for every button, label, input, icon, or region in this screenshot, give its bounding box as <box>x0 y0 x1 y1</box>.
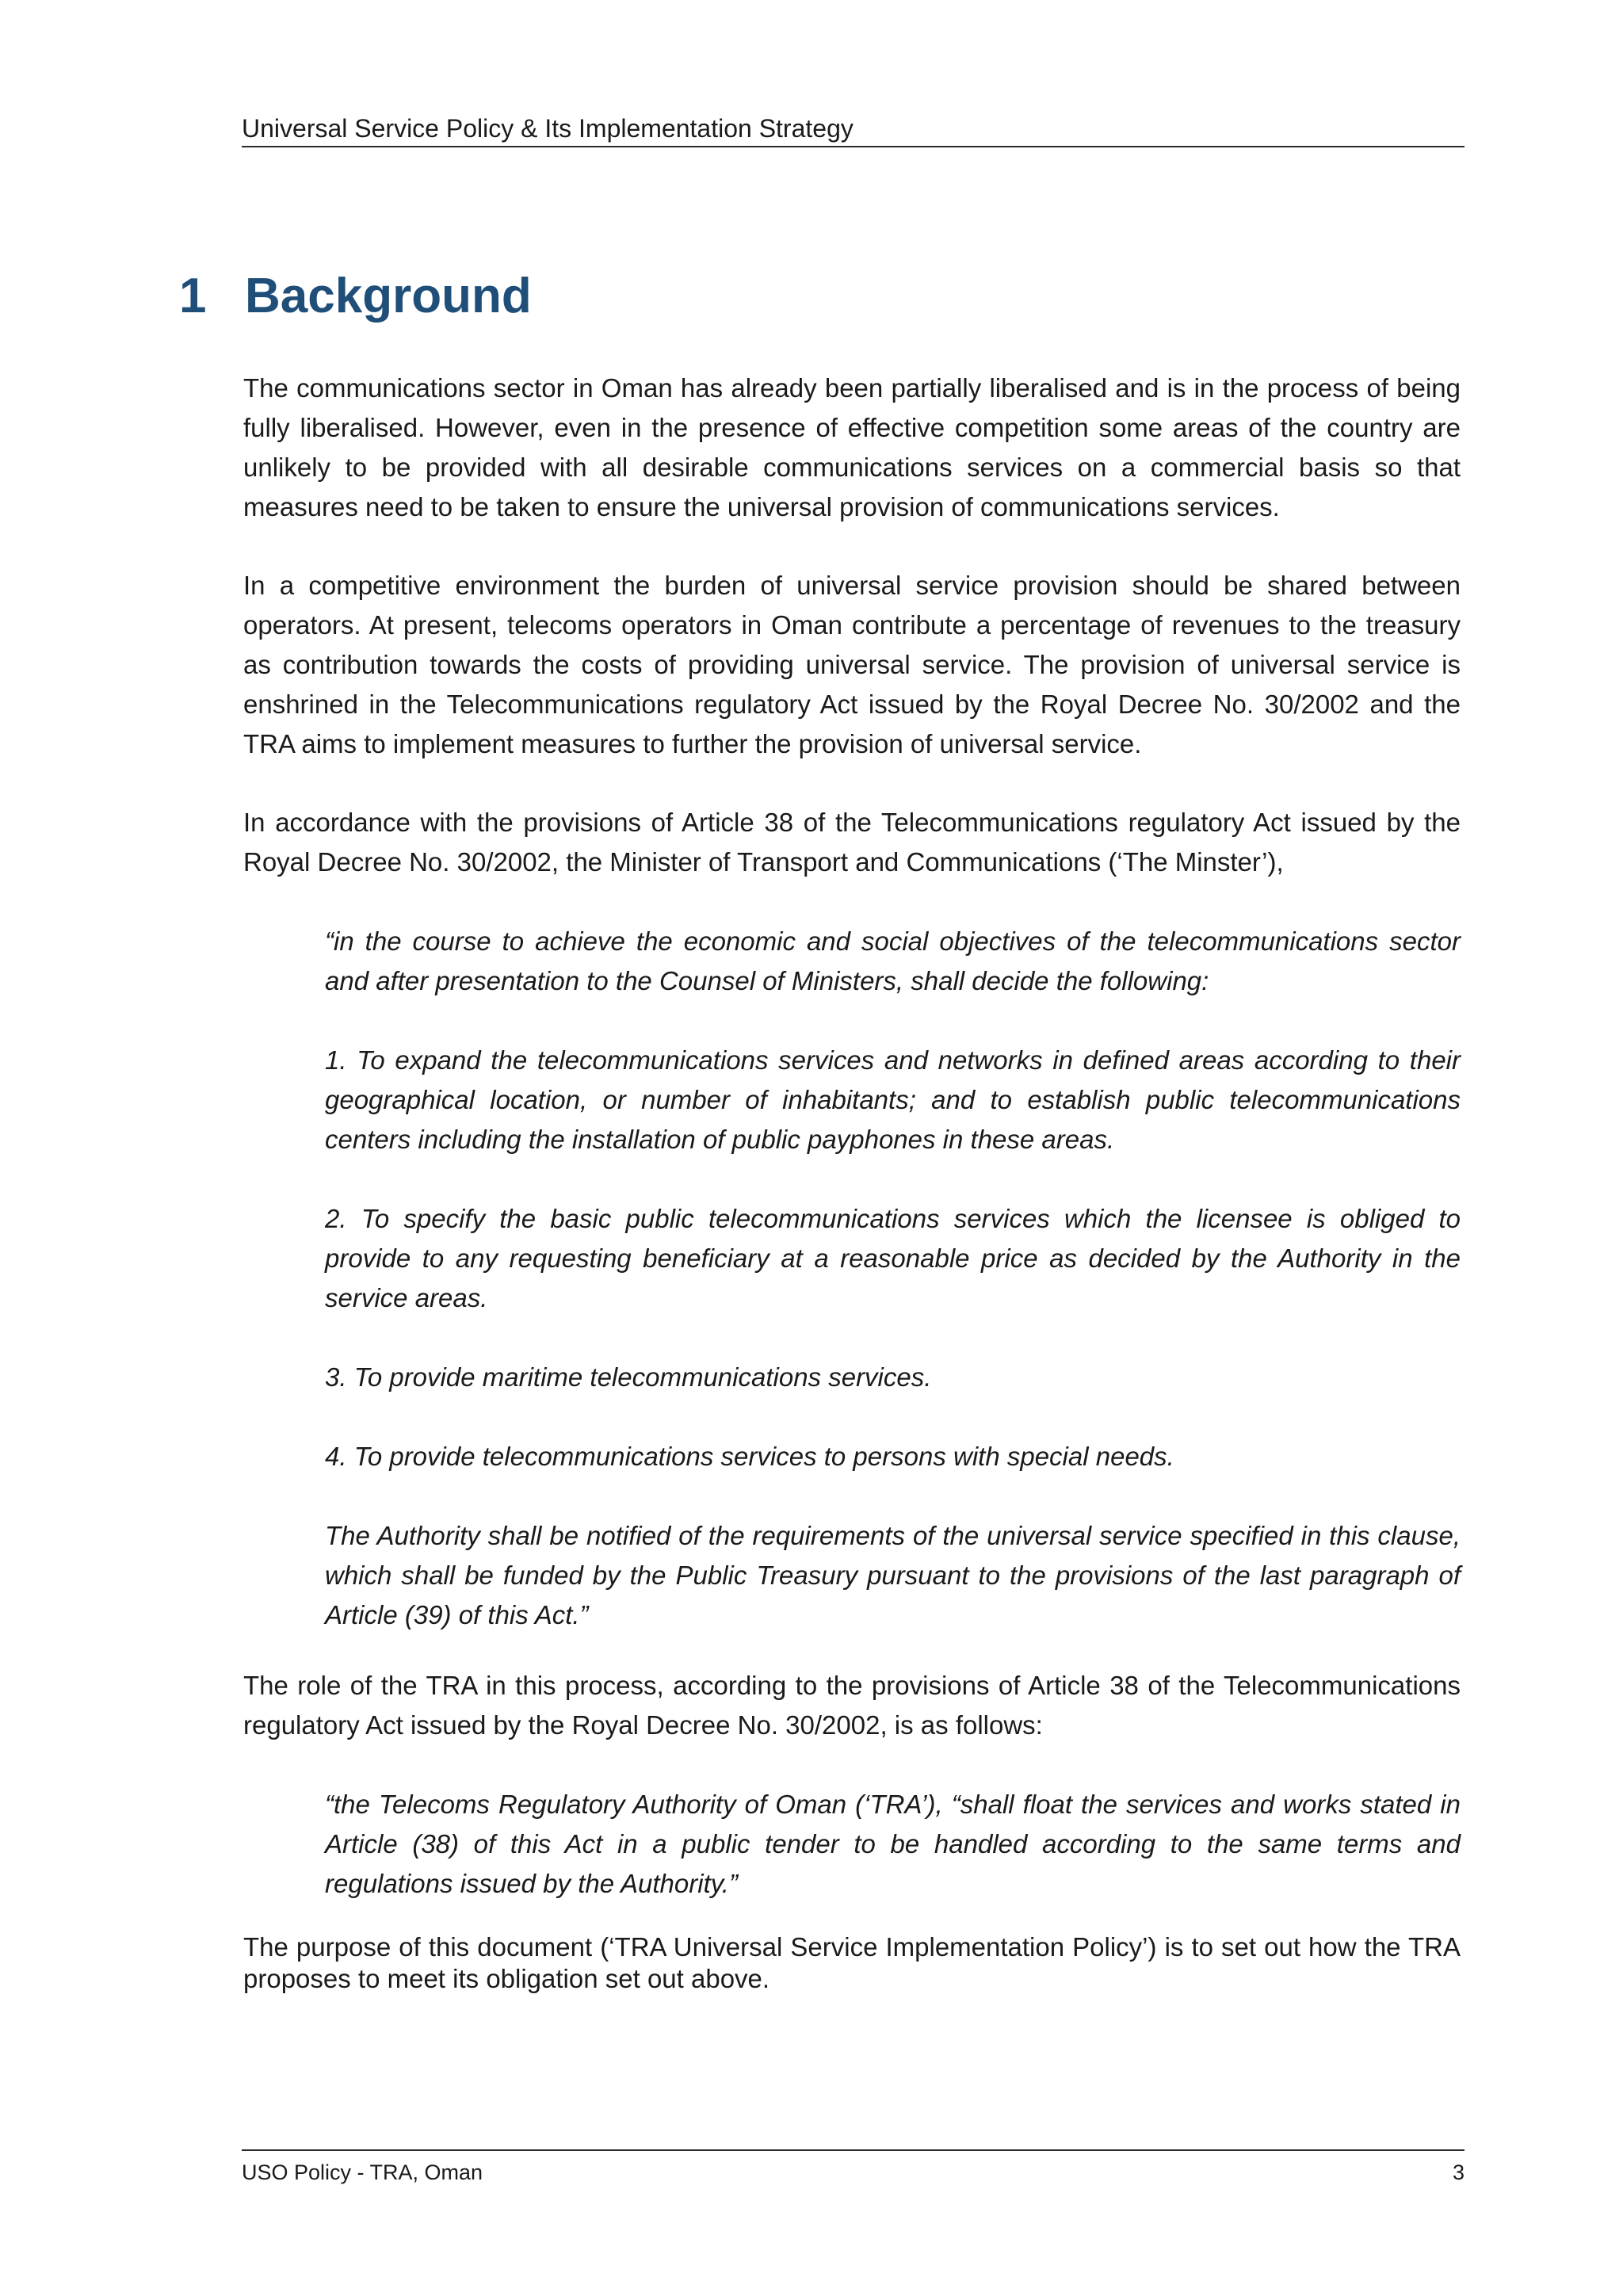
running-header: Universal Service Policy & Its Implementation Strategy <box>242 113 1465 147</box>
paragraph-2: In a competitive environment the burden of universal service provision should be shared between operators. At present, telecoms operators in Oman contribute a percentage of revenues to the treasury as contribution towards the costs of providing universal service. The provision of universal service is enshrined in the Telecommunications regulatory Act issued by the Royal Decree No. 30/2002 and the TRA aims to implement measures to further the provision of universal service. <box>243 571 1461 758</box>
paragraph-3: In accordance with the provisions of Article 38 of the Telecommunications regulatory Act issued by the Royal Decree No. 30/2002, the Minister of Transport and Communications (‘The Minster’), <box>243 808 1461 877</box>
section-title: Background <box>245 269 532 323</box>
quote-item-1: 1. To expand the telecommunications services and networks in defined areas according to their geographical location, or number of inhabitants; and to establish public telecommunications centers including the installation of public payphones in these areas. <box>325 1045 1461 1154</box>
quote-tra: “the Telecoms Regulatory Authority of Oman (‘TRA’), “shall float the services and works stated in Article (38) of this Act in a public tender to be handled according to the same terms and regulations issued by the Authority.” <box>325 1790 1461 1898</box>
paragraph-1: The communications sector in Oman has already been partially liberalised and is in the process of being fully liberalised. However, even in the presence of effective competition some areas of the country are unlikely to be provided with all desirable communications services on a commercial basis so that measures need to be taken to ensure the universal provision of communications services. <box>243 373 1461 521</box>
page-footer <box>242 2149 1465 2186</box>
quote-intro: “in the course to achieve the economic and social objectives of the telecommunications sector and after presentation to the Counsel of Ministers, shall decide the following: <box>325 926 1461 995</box>
quote-item-2: 2. To specify the basic public telecommunications services which the licensee is obliged to provide to any requesting beneficiary at a reasonable price as decided by the Authority in the service areas. <box>325 1204 1461 1312</box>
footer-label: USO Policy - TRA, Oman <box>242 2160 483 2184</box>
section-number: 1 <box>179 269 207 323</box>
quote-closing: The Authority shall be notified of the requirements of the universal service specified in this clause, which shall be funded by the Public Treasury pursuant to the provisions of the last paragraph of Article (39) of this Act.” <box>325 1521 1461 1629</box>
page-number: 3 <box>1452 2160 1465 2184</box>
section-heading <box>179 265 532 328</box>
paragraph-5: The purpose of this document (‘TRA Universal Service Implementation Policy’) is to set out how the TRA proposes to meet its obligation set out above. <box>243 1932 1461 1993</box>
quote-item-4: 4. To provide telecommunications services to persons with special needs. <box>325 1442 1174 1471</box>
paragraph-4: The role of the TRA in this process, according to the provisions of Article 38 of the Telecommunications regulatory Act issued by the Royal Decree No. 30/2002, is as follows: <box>243 1671 1461 1740</box>
quote-item-3: 3. To provide maritime telecommunications services. <box>325 1362 932 1392</box>
